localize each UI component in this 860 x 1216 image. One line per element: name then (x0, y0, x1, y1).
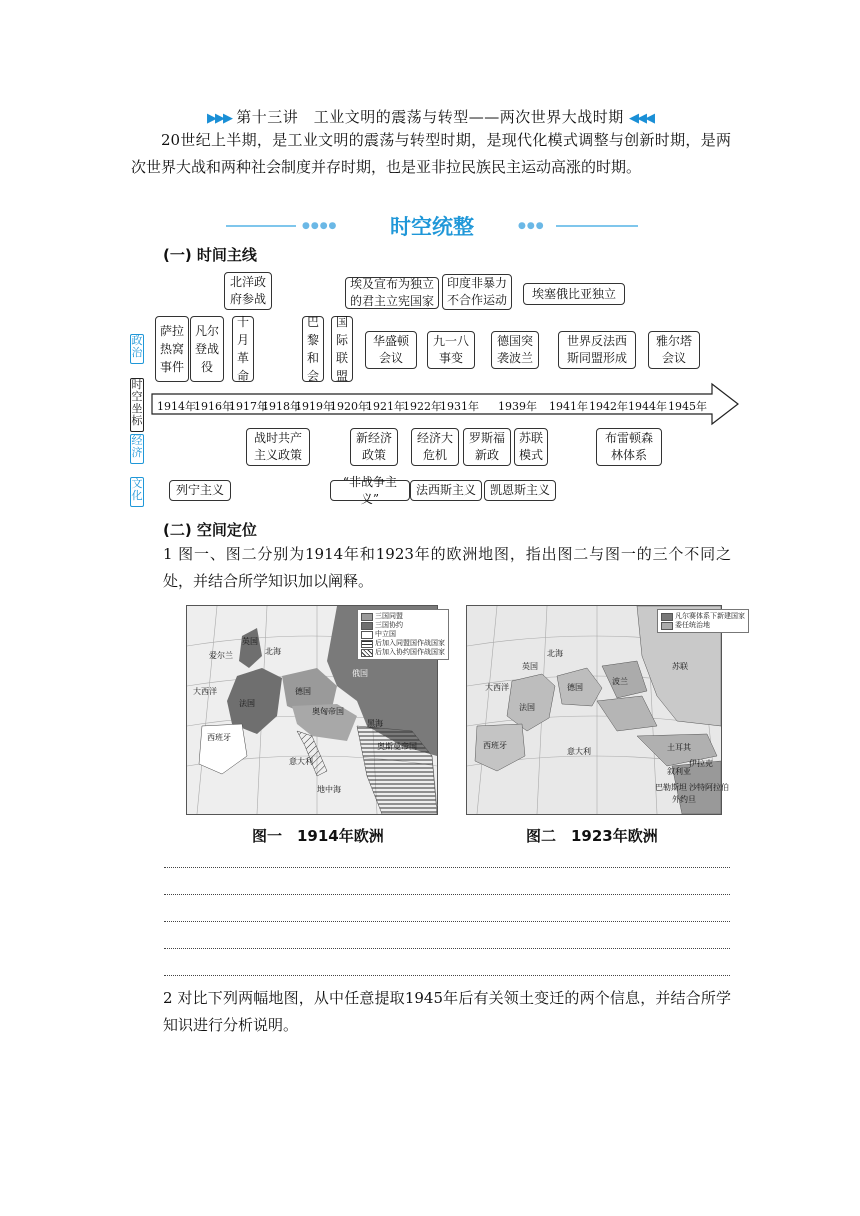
timeline-year: 1918年 (262, 400, 301, 413)
event-germany-poland: 德国突袭波兰 (491, 331, 539, 369)
category-politics: 政治 (130, 334, 144, 364)
event-sarajevo: 萨拉热窝事件 (155, 316, 189, 382)
map2-label: 巴勒斯坦 (655, 783, 687, 792)
map1-caption: 图一 1914年欧洲 (252, 827, 384, 845)
answer-line (164, 894, 730, 895)
map2-label: 沙特阿拉伯 (689, 783, 729, 792)
map1-label: 英国 (242, 637, 258, 646)
timeline-year: 1939年 (498, 400, 537, 413)
answer-line (164, 867, 730, 868)
timeline-year: 1917年 (229, 400, 268, 413)
section2-heading: (二) 空间定位 (163, 521, 257, 539)
event-egypt-independence: 埃及宣布为独立的君主立宪国家 (345, 277, 439, 309)
event-fascism: 法西斯主义 (410, 480, 482, 501)
map2-label: 波兰 (612, 677, 628, 686)
map1-legend-item: 后加入协约国作战国家 (375, 648, 445, 656)
map2-label: 大西洋 (485, 683, 509, 692)
map-europe-1923 (466, 605, 745, 815)
map1-label: 德国 (295, 687, 311, 696)
timeline-year: 1916年 (194, 400, 233, 413)
event-keynesianism: 凯恩斯主义 (484, 480, 556, 501)
map1-label: 西班牙 (207, 733, 231, 742)
map1-label: 地中海 (317, 785, 341, 794)
map2-label: 苏联 (672, 662, 688, 671)
event-soviet-model: 苏联模式 (514, 428, 548, 466)
map1-label: 大西洋 (193, 687, 217, 696)
map2-label: 叙利亚 (667, 767, 691, 776)
map2-legend (657, 609, 749, 633)
map2-label: 意大利 (567, 747, 591, 756)
event-ethiopia-independence: 埃塞俄比亚独立 (523, 283, 625, 305)
event-non-war: “非战争主义” (330, 480, 410, 501)
banner-dots-left: ●●●● (302, 221, 338, 231)
lecture-title-text: 第十三讲 工业文明的震荡与转型——两次世界大战时期 (236, 108, 624, 126)
map1-label: 北海 (265, 647, 281, 656)
event-verdun: 凡尔登战役 (190, 316, 224, 382)
map1-label: 奥斯曼帝国 (377, 742, 417, 751)
question-2: 2 对比下列两幅地图，从中任意提取1945年后有关领土变迁的两个信息，并结合所学知识进行分析说明。 (163, 989, 731, 1034)
timeline (0, 0, 860, 520)
timeline-year: 1914年 (157, 400, 196, 413)
event-great-depression: 经济大危机 (411, 428, 459, 466)
timeline-year: 1919年 (295, 400, 334, 413)
answer-line (164, 921, 730, 922)
map2-label: 伊拉克 (689, 759, 713, 768)
map-europe-1914 (186, 605, 445, 815)
event-paris-conference: 巴黎和会 (302, 316, 324, 382)
event-beiyang-war: 北洋政府参战 (224, 272, 272, 310)
map1-label: 黑海 (367, 719, 383, 728)
map2-label: 北海 (547, 649, 563, 658)
category-economy: 经济 (130, 434, 144, 464)
timeline-year: 1942年 (589, 400, 628, 413)
timeline-year: 1920年 (330, 400, 369, 413)
question-1: 1 图一、图二分别为1914年和1923年的欧洲地图，指出图二与图一的三个不同之处，并结合所学知识加以阐释。 (163, 545, 731, 590)
timeline-year: 1944年 (628, 400, 667, 413)
map1-label: 法国 (239, 699, 255, 708)
timeline-year: 1941年 (549, 400, 588, 413)
event-nep: 新经济政策 (350, 428, 398, 466)
event-yalta: 雅尔塔会议 (648, 331, 700, 369)
map1-legend-item: 三国同盟 (375, 612, 403, 620)
section1-heading: (一) 时间主线 (163, 246, 257, 264)
map1-legend-item: 三国协约 (375, 621, 403, 629)
map1-legend-item: 中立国 (375, 630, 396, 638)
answer-line (164, 948, 730, 949)
banner-dots-right: ●●● (518, 221, 545, 231)
map1-label: 爱尔兰 (209, 651, 233, 660)
event-new-deal: 罗斯福新政 (463, 428, 511, 466)
left-arrows: ▶▶▶ (206, 111, 231, 126)
event-antifascist-alliance: 世界反法西斯同盟形成 (558, 331, 636, 369)
map2-label: 法国 (519, 703, 535, 712)
timeline-year: 1931年 (440, 400, 479, 413)
map1-label: 意大利 (289, 757, 313, 766)
event-leninism: 列宁主义 (169, 480, 231, 501)
category-culture: 文化 (130, 477, 144, 507)
banner-title: 时空统整 (390, 215, 474, 239)
timeline-year: 1921年 (366, 400, 405, 413)
map2-label: 西班牙 (483, 741, 507, 750)
map2-legend-item: 凡尔赛体系下新建国家 (675, 612, 745, 620)
event-india-noncooperation: 印度非暴力不合作运动 (442, 274, 512, 310)
map1-legend (357, 609, 449, 660)
map1-legend-item: 后加入同盟国作战国家 (375, 639, 445, 647)
timeline-year: 1945年 (668, 400, 707, 413)
event-war-communism: 战时共产主义政策 (246, 428, 310, 466)
event-league-of-nations: 国际联盟 (331, 316, 353, 382)
map2-label: 德国 (567, 683, 583, 692)
map2-legend-item: 委任统治地 (675, 621, 710, 629)
map1-label: 奥匈帝国 (312, 707, 344, 716)
map2-label: 土耳其 (667, 743, 691, 752)
event-bretton-woods: 布雷顿森林体系 (596, 428, 662, 466)
map2-label: 外约旦 (672, 795, 696, 804)
category-axis: 时空坐标 (130, 378, 144, 432)
event-sept18-incident: 九一八事变 (427, 331, 475, 369)
answer-line (164, 975, 730, 976)
map2-caption: 图二 1923年欧洲 (526, 827, 658, 845)
event-washington-conference: 华盛顿会议 (365, 331, 417, 369)
timeline-year: 1922年 (403, 400, 442, 413)
map2-label: 英国 (522, 662, 538, 671)
intro-paragraph: 20世纪上半期，是工业文明的震荡与转型时期，是现代化模式调整与创新时期，是两次世界大战和两种社会制度并存时期，也是亚非拉民族民主运动高涨的时期。 (131, 131, 731, 176)
map1-label: 俄国 (352, 669, 368, 678)
right-arrows: ◀◀◀ (629, 111, 654, 126)
event-october-revolution: 十月革命 (232, 316, 254, 382)
